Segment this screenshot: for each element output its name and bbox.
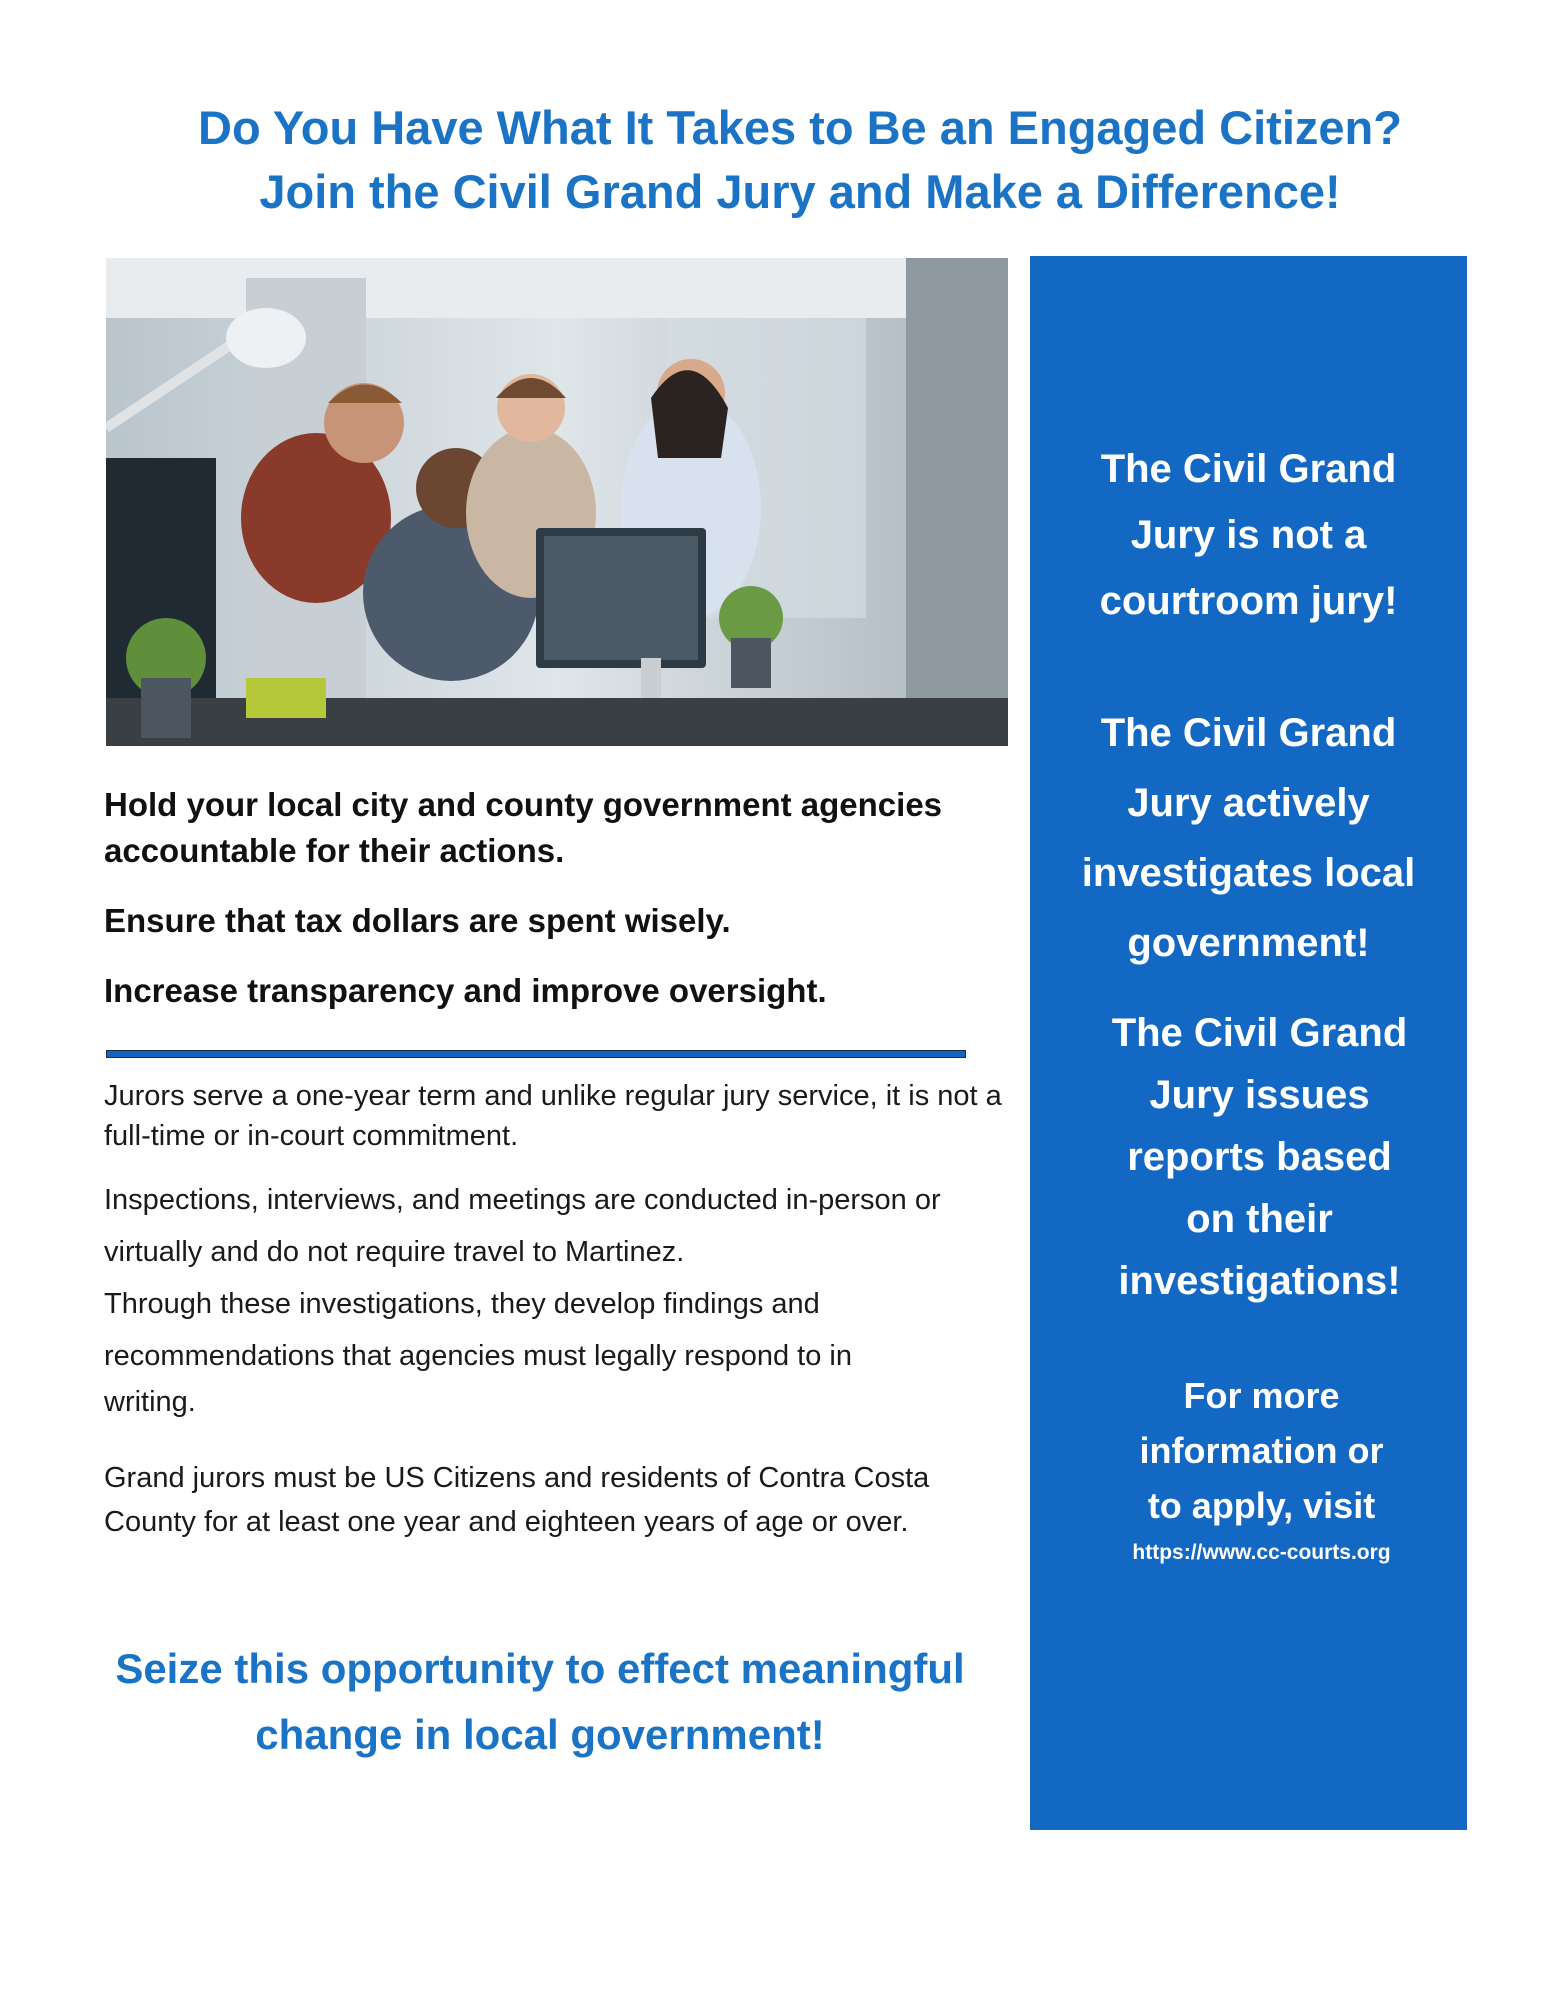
sidebar-block-more-info: [1030, 1368, 1467, 1533]
sidebar-line: The Civil Grand: [1111, 1011, 1408, 1055]
sidebar-line: reports based: [1127, 1135, 1392, 1179]
courts-website-link[interactable]: https://www.cc-courts.org: [1132, 1541, 1391, 1564]
sidebar-line: investigates local: [1081, 851, 1416, 895]
key-point-tax-dollars: Ensure that tax dollars are spent wisely.: [104, 902, 731, 939]
sidebar-line: For more: [1183, 1375, 1340, 1416]
headline-line-1: Do You Have What It Takes to Be an Engaged Citizen?: [198, 101, 1402, 154]
closing-line-2: change in local government!: [255, 1711, 825, 1758]
sidebar-line: Jury actively: [1127, 781, 1370, 825]
sidebar-line: The Civil Grand: [1100, 447, 1397, 491]
sidebar-line: Jury is not a: [1130, 513, 1367, 557]
closing-line-1: Seize this opportunity to effect meaningful: [115, 1645, 965, 1692]
closing-call-to-action: [60, 1636, 1020, 1768]
key-point-transparency: Increase transparency and improve oversight.: [104, 972, 827, 1009]
sidebar-line: information or: [1139, 1430, 1384, 1471]
sidebar-line: to apply, visit: [1147, 1485, 1376, 1526]
section-divider: [106, 1050, 966, 1058]
sidebar-line: Jury issues: [1149, 1073, 1370, 1117]
sidebar-line: The Civil Grand: [1100, 711, 1397, 755]
key-point-accountability: Hold your local city and county government agencies accountable for their actions.: [104, 786, 943, 869]
detail-eligibility: Grand jurors must be US Citizens and residents of Contra Costa County for at least one year and eighteen years of age or over.: [104, 1462, 930, 1538]
headline-line-2: Join the Civil Grand Jury and Make a Difference!: [259, 165, 1341, 218]
sidebar-line: government!: [1127, 921, 1370, 965]
sidebar-line: investigations!: [1118, 1259, 1401, 1303]
office-team-photo: [106, 258, 1008, 746]
sidebar-line: courtroom jury!: [1099, 579, 1398, 623]
detail-inspections: Inspections, interviews, and meetings are conducted in-person or virtually and do not require travel to Martinez.: [104, 1184, 941, 1268]
details-section: [104, 1076, 1014, 1544]
sidebar-block-reports: [1030, 1002, 1467, 1312]
detail-findings-end: writing.: [104, 1386, 196, 1418]
info-sidebar: [1030, 256, 1467, 1830]
sidebar-block-not-courtroom: [1030, 436, 1467, 634]
sidebar-block-investigates: [1030, 698, 1467, 978]
detail-term: Jurors serve a one-year term and unlike regular jury service, it is not a full-time or in-court commitment.: [104, 1080, 1002, 1152]
detail-findings: Through these investigations, they develop findings and recommendations that agencies must legally respond to in: [104, 1288, 852, 1372]
sidebar-line: on their: [1186, 1197, 1333, 1241]
page-headline: [160, 96, 1440, 224]
key-points: [104, 782, 1004, 1038]
